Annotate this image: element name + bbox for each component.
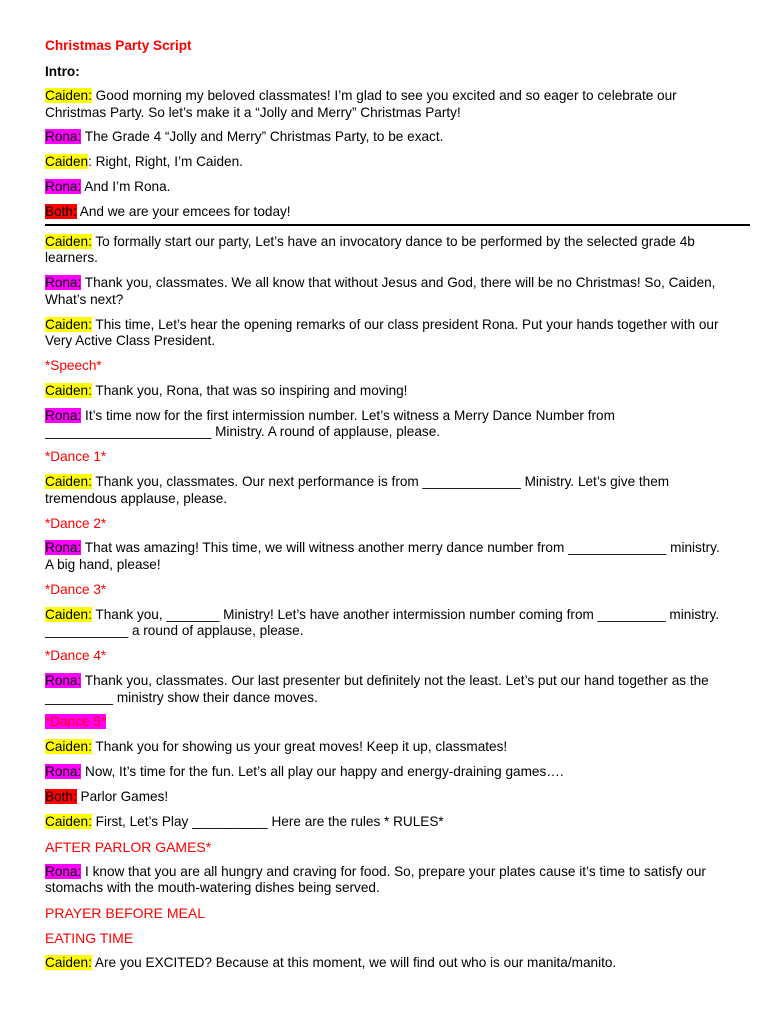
stage-cue: *Dance 3*: [45, 581, 107, 597]
script-line: [45, 955, 728, 972]
speaker-rona: Rona:: [45, 275, 82, 291]
speaker-rona: Rona:: [45, 673, 82, 689]
script-line: [45, 275, 728, 308]
line-text: Thank you, Rona, that was so inspiring and moving!: [91, 383, 408, 399]
line-text: That was amazing! This time, we will witness another merry dance number from _____________ ministry. A big hand, please!: [45, 540, 720, 572]
speaker-caiden: Caiden:: [45, 233, 92, 249]
script-line: [45, 673, 728, 706]
script-line: [45, 789, 728, 806]
line-text: : Right, Right, I’m Caiden.: [88, 154, 243, 170]
line-text: Thank you, classmates. We all know that without Jesus and God, there will be no Christmas! So, Caiden, What’s next?: [45, 275, 716, 307]
line-text: And I’m Rona.: [81, 179, 171, 195]
line-text: Thank you, classmates. Our next performance is from _____________ Ministry. Let’s give them tremendous applause, please.: [45, 474, 670, 506]
line-text: It’s time now for the first intermission number. Let’s witness a Merry Dance Number from ______________________ Ministry. A round of applause, please.: [45, 407, 615, 440]
script-line: [45, 739, 728, 756]
intro-heading: Intro:: [45, 63, 80, 79]
stage-cue: *Dance 1*: [45, 449, 107, 465]
script-line: [45, 179, 728, 196]
line-text: To formally start our party, Let’s have an invocatory dance to be performed by the selected grade 4b learners.: [45, 233, 695, 266]
script-line: [45, 129, 728, 146]
script-line: [45, 408, 728, 441]
speaker-both: Both:: [45, 204, 77, 220]
line-text: This time, Let’s hear the opening remarks of our class president Rona. Put your hands together with our Very Active Class President.: [45, 316, 719, 349]
line-text: I know that you are all hungry and craving for food. So, prepare your plates cause it’s time to satisfy our stomachs with the mouth-watering dishes being served.: [45, 863, 706, 896]
document-title: Christmas Party Script: [45, 38, 192, 53]
speaker-rona: Rona:: [45, 179, 82, 195]
speaker-rona: Rona:: [45, 129, 82, 145]
speaker-caiden: Caiden:: [45, 954, 92, 970]
stage-cue: PRAYER BEFORE MEAL: [45, 905, 206, 922]
line-text: Are you EXCITED? Because at this moment, we will find out who is our manita/manito.: [91, 954, 617, 970]
script-line: [45, 317, 728, 350]
script-line: [45, 864, 728, 897]
script-line: [45, 814, 728, 831]
script-line: [45, 764, 728, 781]
stage-cue: *Dance 4*: [45, 648, 107, 664]
speaker-caiden: Caiden:: [45, 813, 92, 829]
script-line: [45, 154, 728, 171]
stage-cue: EATING TIME: [45, 930, 134, 947]
speaker-caiden: Caiden:: [45, 739, 92, 755]
line-text: Good morning my beloved classmates! I’m glad to see you excited and so eager to celebrate our Christmas Party. So let’s make it a “Jolly and Merry” Christmas Party!: [45, 88, 677, 120]
section-divider: [45, 224, 750, 226]
stage-cue: [45, 714, 728, 731]
speaker-caiden: Caiden:: [45, 88, 92, 103]
speaker-rona: Rona:: [45, 407, 82, 423]
speaker-caiden: Caiden:: [45, 316, 92, 332]
speaker-caiden: Caiden:: [45, 383, 92, 399]
speaker-rona: Rona:: [45, 540, 82, 556]
speaker-both: Both:: [45, 789, 77, 805]
line-text: Parlor Games!: [76, 789, 169, 805]
speaker-caiden: Caiden:: [45, 474, 92, 490]
script-line: [45, 607, 728, 640]
script-line: [45, 383, 728, 400]
speaker-caiden: Caiden:: [45, 606, 92, 622]
line-text: Thank you for showing us your great moves! Keep it up, classmates!: [91, 739, 508, 755]
script-line: [45, 234, 728, 267]
script-line: [45, 88, 728, 121]
script-line: [45, 204, 728, 221]
line-text: Thank you, classmates. Our last presenter but definitely not the least. Let’s put our hand together as the _________ ministry show their dance moves.: [45, 673, 709, 705]
stage-cue: *Speech*: [45, 358, 102, 374]
speaker-rona: Rona:: [45, 863, 82, 879]
line-text: Now, It’s time for the fun. Let’s all play our happy and energy-draining games….: [81, 764, 564, 780]
script-line: [45, 474, 728, 507]
stage-cue: AFTER PARLOR GAMES*: [45, 838, 212, 855]
line-text: The Grade 4 “Jolly and Merry” Christmas Party, to be exact.: [81, 129, 444, 145]
line-text: And we are your emcees for today!: [76, 204, 291, 220]
line-text: Thank you, _______ Ministry! Let’s have another intermission number coming from _________ ministry. ___________ a round of applause, please.: [45, 606, 720, 639]
line-text: First, Let’s Play __________ Here are the rules * RULES*: [91, 813, 444, 829]
stage-cue: *Dance 2*: [45, 515, 107, 531]
speaker-rona: Rona:: [45, 764, 82, 780]
speaker-caiden: Caiden: [45, 154, 89, 170]
script-line: [45, 540, 728, 573]
stage-cue-highlighted: *Dance 5*: [45, 714, 107, 730]
